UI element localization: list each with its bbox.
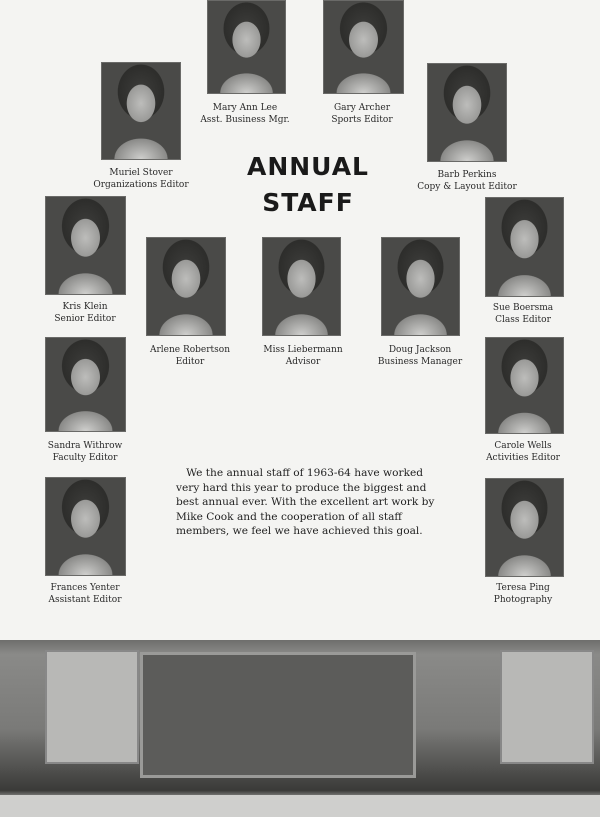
staff-name: Mary Ann Lee [212, 103, 278, 113]
staff-name: Muriel Stover [109, 168, 173, 178]
staff-name: Gary Archer [333, 103, 391, 113]
staff-role: Business Manager [377, 357, 463, 367]
staff-role: Asst. Business Mgr. [200, 115, 290, 125]
staff-name: Miss Liebermann [263, 345, 343, 355]
staff-role: Senior Editor [54, 314, 116, 324]
page-title-line1: ANNUAL [246, 152, 369, 181]
portrait-photo [146, 237, 226, 336]
staff-role: Class Editor [495, 315, 551, 325]
group-photo [0, 640, 600, 817]
portrait-caption [443, 440, 600, 464]
window [45, 650, 139, 764]
portrait-photo [485, 197, 564, 297]
portrait-photo [45, 337, 126, 432]
staff-role: Organizations Editor [93, 180, 189, 190]
portrait-caption [443, 302, 600, 326]
staff-role: Editor [175, 357, 205, 367]
staff-name: Barb Perkins [437, 170, 497, 180]
staff-role: Copy & Layout Editor [417, 182, 517, 192]
staff-name: Sandra Withrow [47, 441, 123, 451]
staff-role: Activities Editor [486, 453, 560, 463]
staff-name: Kris Klein [62, 302, 108, 312]
staff-name: Frances Yenter [50, 583, 120, 593]
window [500, 650, 594, 764]
staff-role: Photography [493, 595, 553, 605]
portrait-photo [45, 477, 126, 576]
staff-role: Advisor [285, 357, 321, 367]
staff-role: Sports Editor [331, 115, 393, 125]
portrait-photo [101, 62, 181, 160]
portrait-photo [323, 0, 404, 94]
portrait-photo [485, 478, 564, 577]
portrait-photo [262, 237, 341, 336]
portrait-photo [427, 63, 507, 162]
staff-name: Sue Boersma [492, 303, 554, 313]
staff-role: Faculty Editor [52, 453, 118, 463]
staff-role: Assistant Editor [48, 595, 122, 605]
chalkboard [140, 652, 416, 778]
portrait-photo [207, 0, 286, 94]
portrait-photo [381, 237, 460, 336]
portrait-caption [5, 582, 165, 606]
portrait-caption [443, 582, 600, 606]
portrait-photo [45, 196, 126, 295]
portrait-photo [485, 337, 564, 434]
portrait-caption [387, 169, 547, 193]
portrait-caption [282, 102, 442, 126]
staff-name: Doug Jackson [388, 345, 452, 355]
portrait-caption [61, 167, 221, 191]
staff-name: Teresa Ping [496, 583, 550, 593]
staff-name: Arlene Robertson [149, 345, 231, 355]
staff-name: Carole Wells [494, 441, 552, 451]
portrait-caption [5, 440, 165, 464]
staff-statement: We the annual staff of 1963-64 have worked very hard this year to produce the biggest and best annual ever. With the excellent art work by Mike Cook and the cooperation of all staff members, we feel we have achieved this goal. [176, 467, 435, 537]
portrait-caption [5, 301, 165, 325]
table [0, 795, 600, 817]
portrait-caption [340, 344, 500, 368]
page-title-line2: STAFF [262, 188, 354, 217]
